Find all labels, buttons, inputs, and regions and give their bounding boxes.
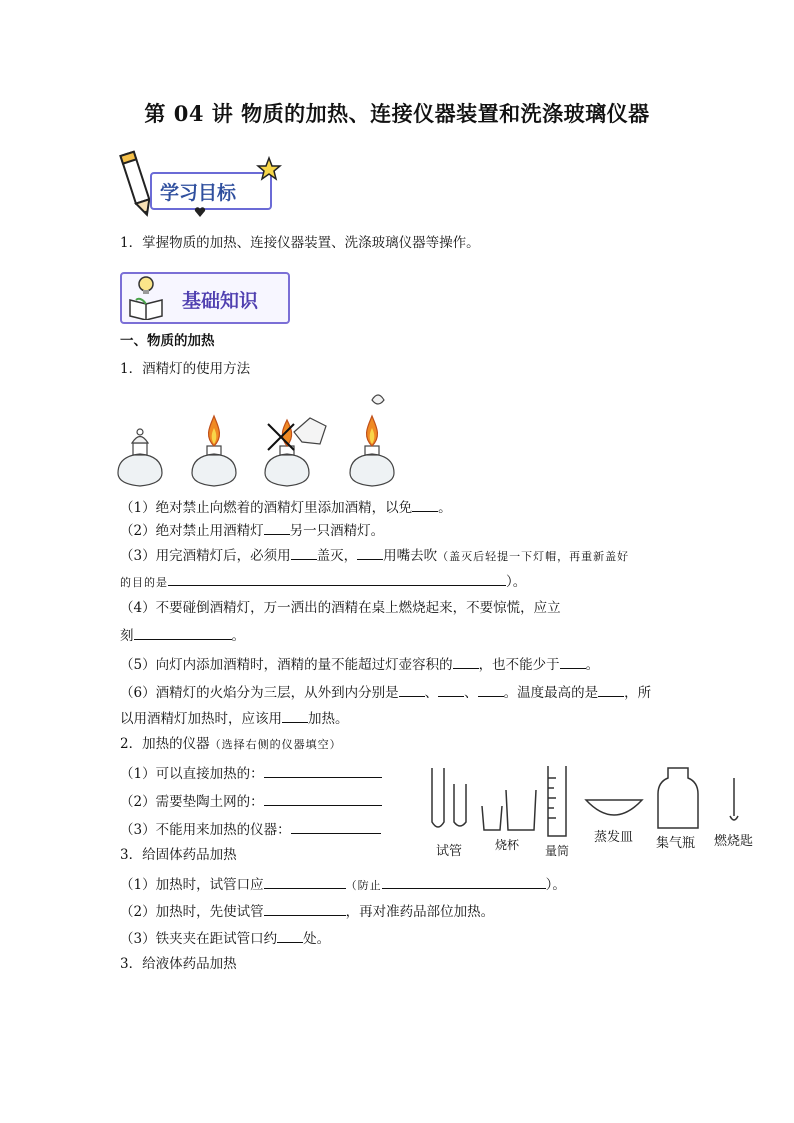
question-6-end: 加热。 bbox=[308, 711, 349, 727]
solid-q2-end: ，再对准药品部位加热。 bbox=[345, 904, 495, 920]
question-5-end: 。 bbox=[585, 657, 600, 673]
book-bulb-icon bbox=[126, 274, 166, 320]
question-6 bbox=[120, 682, 651, 702]
question-2 bbox=[120, 520, 384, 540]
blank[interactable] bbox=[478, 682, 504, 697]
question-6-text-2: 以用酒精灯加热时，应该用 bbox=[120, 711, 282, 727]
apparatus-label: 燃烧匙 bbox=[714, 834, 754, 849]
lamp-4 bbox=[350, 395, 394, 486]
knowledge-badge bbox=[120, 270, 290, 326]
question-3-note: （盖灭后轻提一下灯帽，再重新盖好 bbox=[437, 550, 630, 563]
apparatus-label: 烧杯 bbox=[495, 838, 520, 852]
heating-q2-text: （2）需要垫陶土网的： bbox=[120, 794, 264, 810]
blank[interactable] bbox=[264, 901, 346, 916]
page-title: 第 04 讲 物质的加热、连接仪器装置和洗涤玻璃仪器 bbox=[144, 101, 650, 126]
section-heading: 一、物质的加热 bbox=[120, 333, 215, 349]
subheading-1: 1．酒精灯的使用方法 bbox=[120, 361, 251, 377]
blank[interactable] bbox=[438, 682, 464, 697]
question-6-mid: 。温度最高的是 bbox=[503, 685, 599, 701]
graduated-cylinder-icon bbox=[548, 766, 566, 836]
combustion-spoon-icon bbox=[730, 778, 738, 820]
question-3-cont bbox=[120, 571, 526, 592]
solid-q1 bbox=[120, 874, 566, 895]
question-4-text-2: 刻 bbox=[120, 628, 134, 644]
heating-q1 bbox=[120, 763, 382, 783]
blank[interactable] bbox=[357, 545, 383, 560]
subheading-3: 3．给固体药品加热 bbox=[120, 847, 237, 863]
blank[interactable] bbox=[399, 682, 425, 697]
test-tube-icon bbox=[454, 784, 466, 826]
question-1-text: （1）绝对禁止向燃着的酒精灯里添加酒精，以免 bbox=[120, 500, 413, 516]
blank[interactable] bbox=[412, 497, 438, 512]
solid-q2 bbox=[120, 901, 494, 921]
question-1-end: 。 bbox=[438, 500, 452, 516]
blank[interactable] bbox=[264, 520, 290, 535]
alcohol-lamp-illustration bbox=[110, 388, 410, 498]
blank[interactable] bbox=[264, 763, 382, 778]
test-tube-icon bbox=[432, 768, 444, 827]
solid-q3 bbox=[120, 928, 330, 948]
solid-q1-text: （1）加热时，试管口应 bbox=[120, 877, 264, 893]
goal-line: 1．掌握物质的加热、连接仪器装置、洗涤玻璃仪器等操作。 bbox=[120, 235, 480, 251]
blank[interactable] bbox=[264, 874, 346, 889]
beaker-icon bbox=[506, 790, 536, 830]
blank[interactable] bbox=[598, 682, 624, 697]
star-icon bbox=[256, 156, 282, 182]
question-6-mid2: ，所 bbox=[624, 685, 652, 701]
gas-bottle-icon bbox=[658, 768, 698, 828]
blank[interactable] bbox=[382, 874, 546, 889]
evaporating-dish-icon bbox=[586, 800, 642, 815]
blank[interactable] bbox=[134, 625, 232, 640]
question-5-text: （5）向灯内添加酒精时，酒精的量不能超过灯壶容积的 bbox=[120, 657, 453, 673]
heart-icon bbox=[194, 206, 206, 218]
question-6-cont bbox=[120, 708, 349, 728]
subheading-2 bbox=[120, 735, 342, 754]
apparatus-label: 试管 bbox=[436, 844, 463, 859]
question-3-note-2: 的目的是 bbox=[120, 576, 168, 589]
heating-q3-text: （3）不能用来加热的仪器： bbox=[120, 822, 291, 838]
solid-q1-note: （防止 bbox=[345, 879, 382, 892]
heating-q1-text: （1）可以直接加热的： bbox=[120, 766, 264, 782]
solid-q3-text: （3）铁夹夹在距试管口约 bbox=[120, 931, 278, 947]
question-6-text: （6）酒精灯的火焰分为三层，从外到内分别是 bbox=[120, 685, 399, 701]
blank[interactable] bbox=[453, 654, 479, 669]
blank[interactable] bbox=[282, 708, 308, 723]
blank[interactable] bbox=[277, 928, 303, 943]
subheading-4: 3．给液体药品加热 bbox=[120, 956, 237, 972]
blank[interactable] bbox=[291, 819, 381, 834]
question-3 bbox=[120, 545, 629, 566]
solid-q1-end: ）。 bbox=[545, 877, 566, 893]
question-4 bbox=[120, 599, 561, 617]
solid-q3-end: 处。 bbox=[303, 931, 331, 947]
blank[interactable] bbox=[560, 654, 586, 669]
question-4-cont bbox=[120, 625, 245, 645]
solid-q2-text: （2）加热时，先使试管 bbox=[120, 904, 264, 920]
lamp-1 bbox=[118, 429, 162, 486]
apparatus-label: 量筒 bbox=[545, 844, 570, 858]
question-4-text: （4）不要碰倒酒精灯，万一洒出的酒精在桌上燃烧起来，不要惊慌，应立 bbox=[120, 600, 561, 616]
question-1 bbox=[120, 497, 452, 517]
blank[interactable] bbox=[264, 791, 382, 806]
question-3-mid2: 用嘴去吹 bbox=[383, 548, 438, 564]
apparatus-label: 蒸发皿 bbox=[594, 830, 634, 845]
question-3-end: ）。 bbox=[506, 574, 527, 590]
beaker-icon bbox=[482, 806, 502, 830]
question-5-mid: ，也不能少于 bbox=[478, 657, 560, 673]
blank[interactable] bbox=[168, 571, 506, 586]
question-6-sep-2: 、 bbox=[464, 685, 478, 701]
heating-q2 bbox=[120, 791, 382, 811]
subheading-2-text: 2．加热的仪器 bbox=[120, 736, 210, 752]
apparatus-label: 集气瓶 bbox=[656, 836, 696, 851]
goal-badge-label: 学习目标 bbox=[160, 182, 237, 204]
question-3-text: （3）用完酒精灯后，必须用 bbox=[120, 548, 291, 564]
question-6-sep: 、 bbox=[424, 685, 439, 701]
knowledge-badge-label: 基础知识 bbox=[182, 290, 259, 312]
heating-q3 bbox=[120, 819, 381, 839]
question-3-mid: 盖灭， bbox=[316, 548, 358, 564]
question-2-end: 另一只酒精灯。 bbox=[289, 523, 385, 539]
subheading-2-note: （选择右侧的仪器填空） bbox=[209, 738, 342, 751]
question-2-text: （2）绝对禁止用酒精灯 bbox=[120, 523, 264, 539]
lamp-2 bbox=[192, 416, 236, 486]
goal-badge bbox=[118, 148, 288, 220]
lamp-3 bbox=[265, 418, 326, 486]
question-5 bbox=[120, 654, 599, 674]
question-4-end: 。 bbox=[231, 628, 245, 644]
blank[interactable] bbox=[291, 545, 317, 560]
